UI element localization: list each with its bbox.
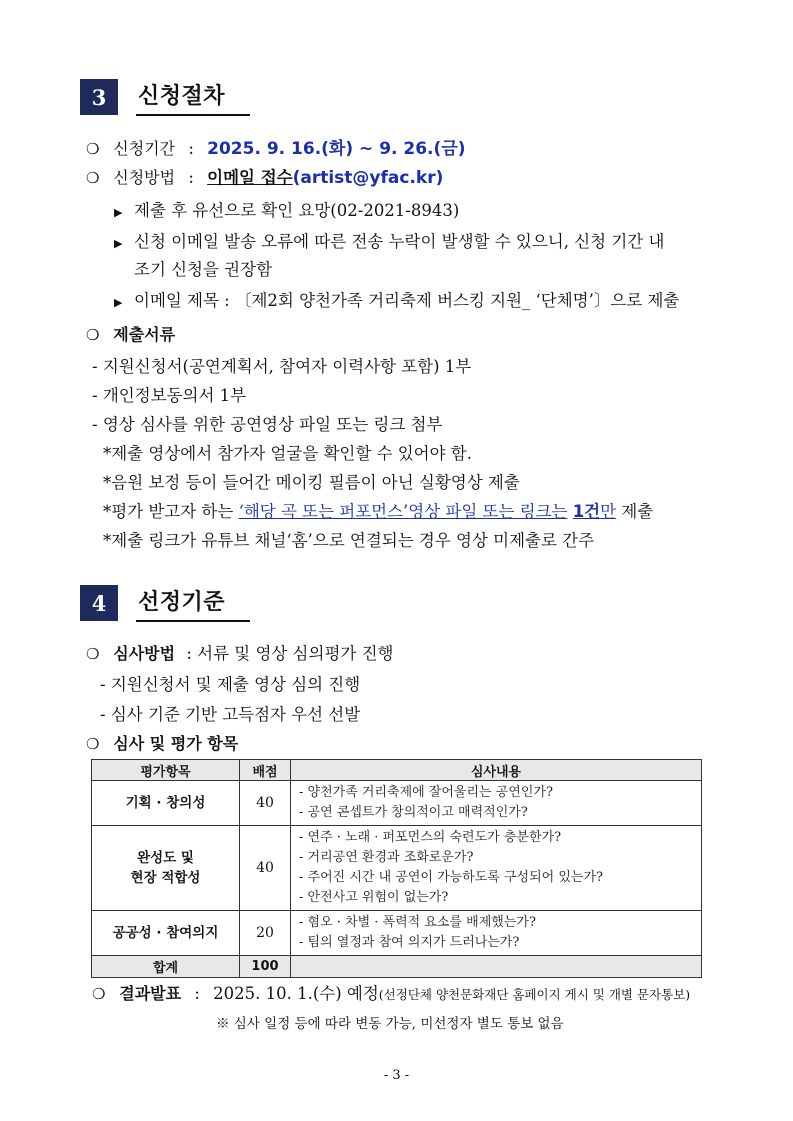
doc-item: - 지원신청서(공연계획서, 참여자 이력사항 포함) 1부 bbox=[92, 357, 472, 376]
eval-content: - 혐오 · 차별 · 폭력적 요소를 배제했는가? - 팀의 열정과 참여 의지가 드러나는가? bbox=[291, 911, 702, 956]
total-label: 합계 bbox=[92, 956, 240, 978]
column-header: 배점 bbox=[240, 760, 291, 781]
note-item-highlight: *평가 받고자 하는 ‘해당 곡 또는 퍼포먼스’영상 파일 또는 링크는 1건만 제출 bbox=[103, 502, 654, 521]
evaluation-table bbox=[91, 759, 702, 978]
review-item: - 지원신청서 및 제출 영상 심의 진행 bbox=[100, 675, 361, 694]
result-label: 결과발표 bbox=[119, 984, 182, 1003]
method-colon: : bbox=[188, 168, 194, 187]
section-title: 신청절차 bbox=[136, 79, 250, 116]
table-row bbox=[92, 781, 702, 826]
arrow-bullet-icon: ▶ bbox=[114, 237, 123, 250]
circle-bullet-icon: ❍ bbox=[92, 985, 106, 1003]
section-number: 4 bbox=[80, 585, 118, 621]
period-label: 신청기간 bbox=[113, 139, 176, 158]
eval-content: - 양천가족 거리축제에 잘어울리는 공연인가? - 공연 콘셉트가 창의적이고 매력적인가? bbox=[291, 781, 702, 826]
circle-bullet-icon: ❍ bbox=[86, 326, 100, 344]
review-method bbox=[86, 640, 393, 664]
result-note: (선정단체 양천문화재단 홈페이지 게시 및 개별 문자통보) bbox=[378, 987, 691, 1002]
period-value: 2025. 9. 16.(화) ~ 9. 26.(금) bbox=[207, 139, 466, 159]
column-header: 심사내용 bbox=[291, 760, 702, 781]
page-number: - 3 - bbox=[383, 1068, 410, 1083]
total-value: 100 bbox=[240, 956, 291, 978]
circle-bullet-icon: ❍ bbox=[86, 140, 100, 158]
eval-score: 20 bbox=[240, 911, 291, 956]
circle-bullet-icon: ❍ bbox=[86, 735, 100, 753]
application-period bbox=[86, 134, 465, 159]
method-detail-1: ▶ 제출 후 유선으로 확인 요망(02-2021-8943) bbox=[114, 201, 460, 220]
section-4-header bbox=[80, 585, 250, 621]
note-item: *제출 영상에서 참가자 얼굴을 확인할 수 있어야 함. bbox=[103, 444, 472, 463]
note-item: *음원 보정 등이 들어간 메이킹 필름이 아닌 실황영상 제출 bbox=[103, 473, 520, 492]
evaluation-heading bbox=[86, 731, 238, 754]
result-announcement: ❍ 결과발표 : 2025. 10. 1.(수) 예정(선정단체 양천문화재단 홈페이지 게시 및 개별 문자통보) bbox=[92, 984, 691, 1003]
eval-label: 심사 및 평가 항목 bbox=[113, 734, 239, 753]
eval-score: 40 bbox=[240, 781, 291, 826]
footnote: ※ 심사 일정 등에 따라 변동 가능, 미선정자 별도 통보 없음 bbox=[216, 1016, 564, 1032]
period-colon: : bbox=[188, 139, 194, 158]
video-file-note: ‘해당 곡 또는 퍼포먼스’영상 파일 또는 링크는 bbox=[238, 502, 568, 521]
circle-bullet-icon: ❍ bbox=[86, 645, 100, 663]
contact-email[interactable]: (artist@yfac.kr) bbox=[292, 168, 444, 188]
method-detail-2-cont: 조기 신청을 권장함 bbox=[134, 260, 273, 279]
eval-item: 완성도 및 현장 적합성 bbox=[92, 826, 240, 911]
circle-bullet-icon: ❍ bbox=[86, 169, 100, 187]
arrow-bullet-icon: ▶ bbox=[114, 206, 123, 219]
table-row bbox=[92, 911, 702, 956]
doc-item: - 개인정보동의서 1부 bbox=[92, 386, 247, 405]
result-value: 2025. 10. 1.(수) 예정 bbox=[213, 984, 379, 1003]
docs-label: 제출서류 bbox=[113, 325, 176, 344]
review-item: - 심사 기준 기반 고득점자 우선 선발 bbox=[100, 705, 361, 724]
section-3-header bbox=[80, 79, 250, 115]
note-item: *제출 링크가 유튜브 채널‘홈’으로 연결되는 경우 영상 미제출로 간주 bbox=[103, 531, 595, 550]
documents-heading bbox=[86, 322, 175, 345]
arrow-bullet-icon: ▶ bbox=[114, 296, 123, 309]
review-label: 심사방법 bbox=[113, 644, 176, 663]
method-detail-3: ▶ 이메일 제목 : 〔제2회 양천가족 거리축제 버스킹 지원_ ‘단체명’〕으로 제출 bbox=[114, 291, 680, 310]
column-header: 평가항목 bbox=[92, 760, 240, 781]
section-number: 3 bbox=[80, 79, 118, 115]
total-empty bbox=[291, 956, 702, 978]
eval-item: 공공성 · 참여의지 bbox=[92, 911, 240, 956]
application-method bbox=[86, 164, 443, 188]
review-value: : 서류 및 영상 심의평가 진행 bbox=[186, 644, 394, 663]
method-detail-2: ▶ 신청 이메일 발송 오류에 따른 전송 누락이 발생할 수 있으니, 신청 기간 내 bbox=[114, 232, 665, 251]
method-value: 이메일 접수 bbox=[207, 168, 293, 187]
doc-item: - 영상 심사를 위한 공연영상 파일 또는 링크 첨부 bbox=[92, 415, 443, 434]
method-label: 신청방법 bbox=[113, 168, 176, 187]
table-row bbox=[92, 826, 702, 911]
one-item-note: 1건 bbox=[572, 502, 601, 521]
section-title: 선정기준 bbox=[136, 585, 250, 622]
table-header-row bbox=[92, 760, 702, 781]
eval-score: 40 bbox=[240, 826, 291, 911]
table-total-row bbox=[92, 956, 702, 978]
eval-item: 기획 · 창의성 bbox=[92, 781, 240, 826]
eval-content: - 연주 · 노래 · 퍼포먼스의 숙련도가 충분한가? - 거리공연 환경과 조화로운가? - 주어진 시간 내 공연이 가능하도록 구성되어 있는가? - 안전사고 위험이 없는가? bbox=[291, 826, 702, 911]
